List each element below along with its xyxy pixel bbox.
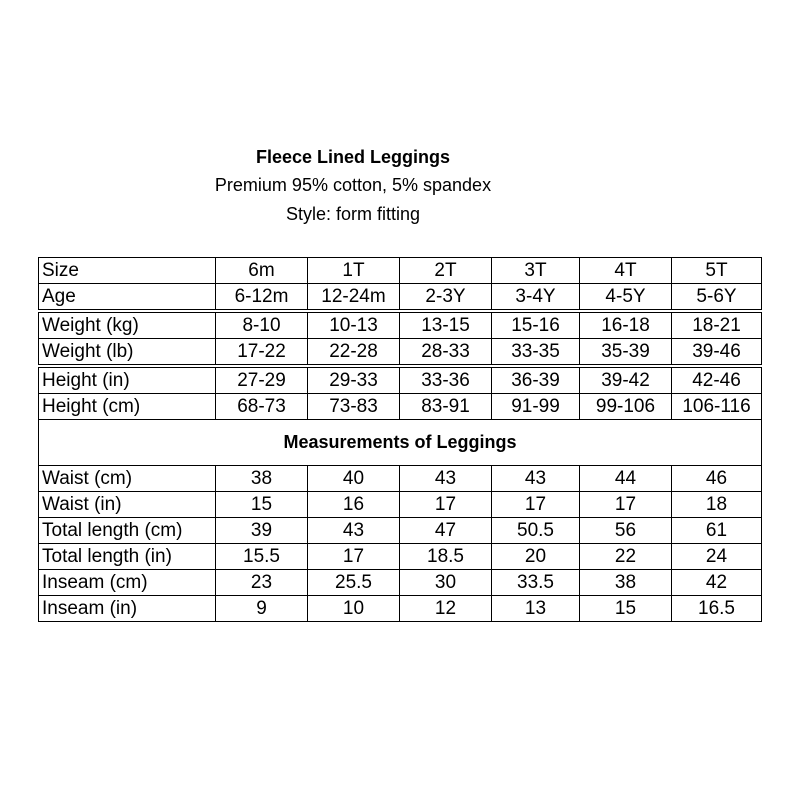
table-cell: 9 [216,596,308,622]
table-cell: 99-106 [580,394,672,420]
row-label: Waist (in) [39,492,216,518]
table-cell: 4T [580,258,672,284]
table-row [39,570,762,596]
table-cell: 8-10 [216,311,308,339]
table-cell: 15-16 [492,311,580,339]
table-row [39,339,762,367]
table-cell: 23 [216,570,308,596]
table-cell: 39-46 [672,339,762,367]
table-cell: 91-99 [492,394,580,420]
table-cell: 16-18 [580,311,672,339]
chart-title: Fleece Lined Leggings [255,147,451,167]
table-cell: 42-46 [672,366,762,394]
table-cell: 6m [216,258,308,284]
row-label: Inseam (in) [39,596,216,622]
table-row [39,311,762,339]
table-cell: 43 [400,466,492,492]
table-cell: 18 [672,492,762,518]
table-cell: 28-33 [400,339,492,367]
table-cell: 46 [672,466,762,492]
table-cell: 17 [400,492,492,518]
row-label: Waist (cm) [39,466,216,492]
table-cell: 25.5 [308,570,400,596]
table-cell: 68-73 [216,394,308,420]
table-cell: 33-35 [492,339,580,367]
table-cell: 3-4Y [492,284,580,312]
row-label: Weight (lb) [39,339,216,367]
table-row [39,596,762,622]
table-cell: 13-15 [400,311,492,339]
row-label: Weight (kg) [39,311,216,339]
table-cell: 39 [216,518,308,544]
table-cell: 12-24m [308,284,400,312]
table-cell: 12 [400,596,492,622]
material-text: Premium 95% cotton, 5% spandex [214,175,492,195]
table-cell: 40 [308,466,400,492]
table-cell: 16 [308,492,400,518]
table-cell: 106-116 [672,394,762,420]
table-cell: 24 [672,544,762,570]
table-cell: 39-42 [580,366,672,394]
table-cell: 18.5 [400,544,492,570]
table-cell: 47 [400,518,492,544]
table-cell: 2-3Y [400,284,492,312]
table-cell: 27-29 [216,366,308,394]
table-cell: 17 [580,492,672,518]
table-cell: 43 [492,466,580,492]
table-cell: 4-5Y [580,284,672,312]
table-cell: 29-33 [308,366,400,394]
table-cell: 18-21 [672,311,762,339]
table-cell: 17-22 [216,339,308,367]
row-label: Height (cm) [39,394,216,420]
table-cell: 20 [492,544,580,570]
table-cell: 22 [580,544,672,570]
table-cell: 44 [580,466,672,492]
table-row [39,466,762,492]
style-text: Style: form fitting [285,204,421,224]
table-row [39,394,762,420]
table-cell: 15 [216,492,308,518]
row-label: Inseam (cm) [39,570,216,596]
row-label: Age [39,284,216,312]
table-cell: 43 [308,518,400,544]
table-cell: 73-83 [308,394,400,420]
table-cell: 38 [216,466,308,492]
row-label: Total length (cm) [39,518,216,544]
table-cell: 3T [492,258,580,284]
table-cell: 6-12m [216,284,308,312]
table-cell: 13 [492,596,580,622]
row-label: Size [39,258,216,284]
table-cell: 35-39 [580,339,672,367]
table-cell: 5T [672,258,762,284]
table-cell: 15.5 [216,544,308,570]
table-row [39,258,762,284]
table-row [39,492,762,518]
table-cell: 16.5 [672,596,762,622]
table-row [39,518,762,544]
table-cell: 33.5 [492,570,580,596]
table-cell: 33-36 [400,366,492,394]
table-cell: 50.5 [492,518,580,544]
row-label: Total length (in) [39,544,216,570]
table-row [39,284,762,312]
size-chart-table [38,257,762,622]
table-cell: 1T [308,258,400,284]
row-label: Height (in) [39,366,216,394]
table-cell: 10 [308,596,400,622]
table-cell: 36-39 [492,366,580,394]
table-cell: 17 [492,492,580,518]
section-row [39,420,762,466]
table-row [39,366,762,394]
table-cell: 30 [400,570,492,596]
table-cell: 10-13 [308,311,400,339]
table-cell: 61 [672,518,762,544]
table-cell: 56 [580,518,672,544]
table-cell: 83-91 [400,394,492,420]
table-cell: 15 [580,596,672,622]
table-cell: 22-28 [308,339,400,367]
table-cell: 5-6Y [672,284,762,312]
table-cell: 17 [308,544,400,570]
section-heading: Measurements of Leggings [39,420,762,466]
table-cell: 42 [672,570,762,596]
table-cell: 38 [580,570,672,596]
size-chart-body [39,258,762,622]
table-row [39,544,762,570]
table-cell: 2T [400,258,492,284]
